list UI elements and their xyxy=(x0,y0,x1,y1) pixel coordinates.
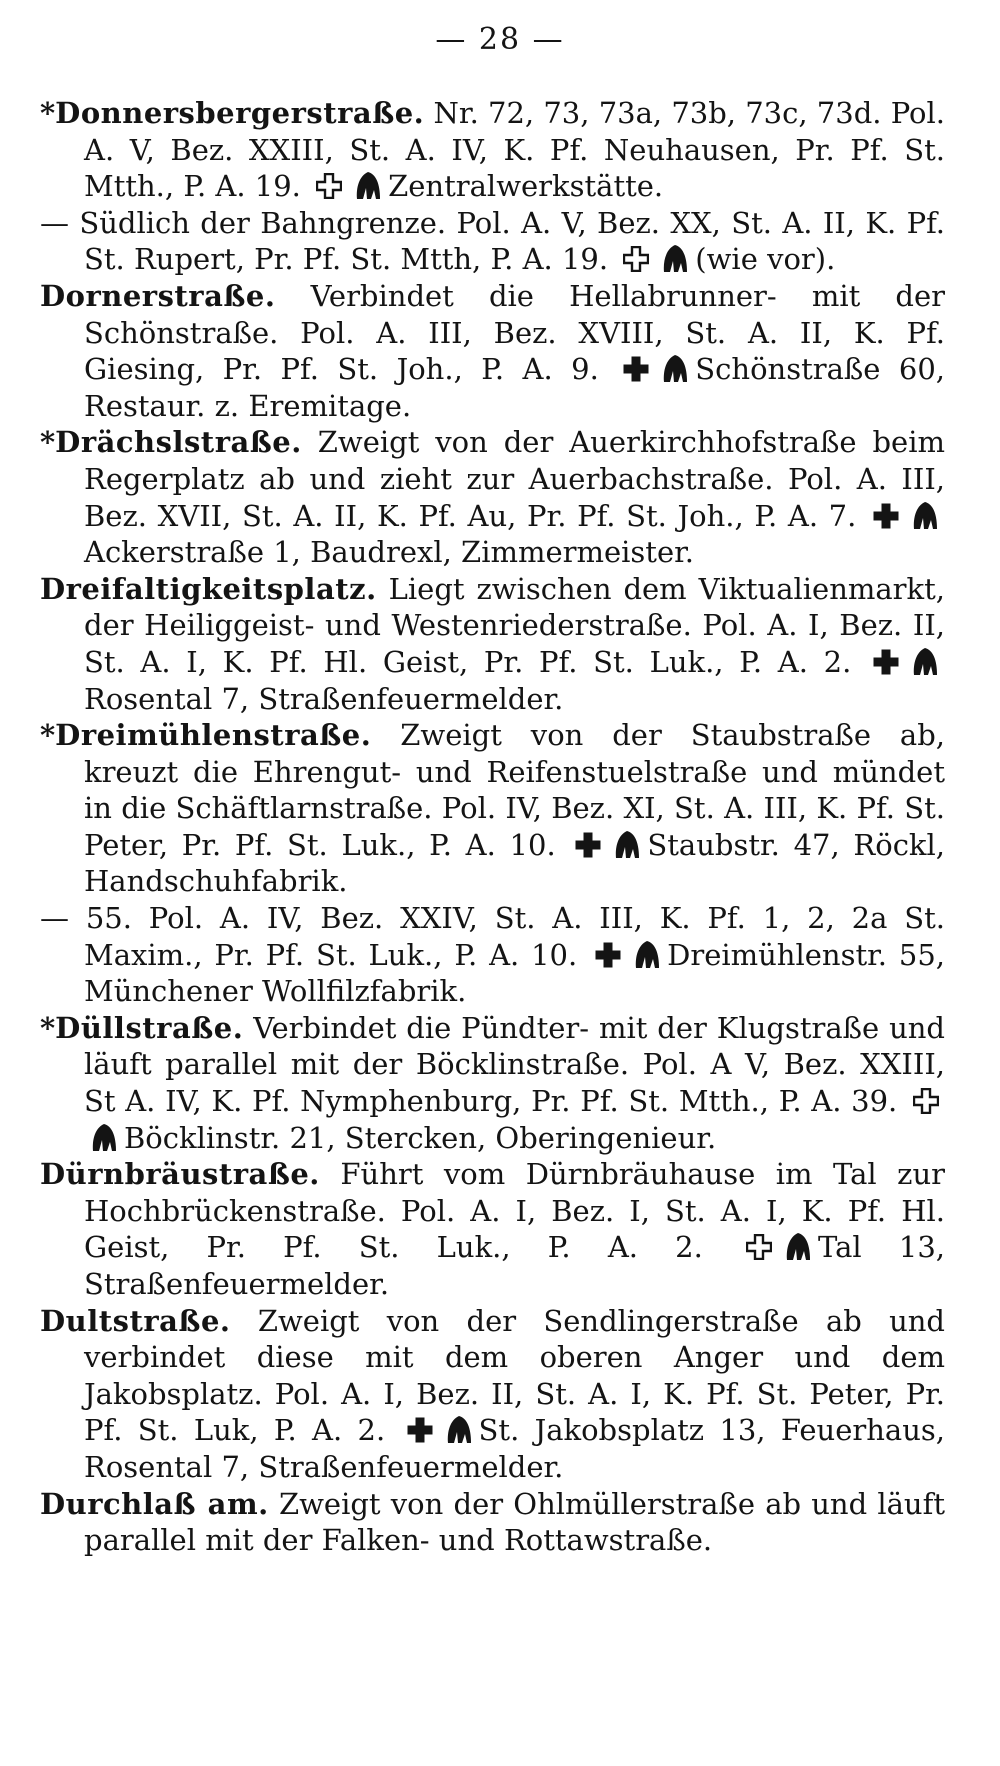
street-name-heading: Drächslstraße. xyxy=(55,425,302,460)
open-cross-icon xyxy=(316,173,342,199)
street-entry xyxy=(40,900,945,1010)
asterisk-marker: * xyxy=(40,96,56,130)
filled-cross-icon xyxy=(623,356,649,382)
filled-cross-icon xyxy=(873,503,899,529)
street-name-heading: Durchlaß am. xyxy=(40,1486,269,1521)
fire-helmet-icon xyxy=(354,170,382,200)
fire-helmet-icon xyxy=(911,500,939,530)
fire-alarm-location: Dreimühlenstr. 55, Münchener Wollfilzfabrik. xyxy=(84,937,946,1009)
entry-description: Zweigt von der Auerkirchhofstraße beim Regerplatz ab und zieht zur Auerbachstraße. Pol. A. III, Bez. XVII, St. A. II, K. Pf. Au, Pr. Pf. St. Joh., P. A. 7. xyxy=(84,425,945,533)
street-entry xyxy=(40,1156,945,1302)
street-entry xyxy=(40,95,945,205)
street-name-heading: Donnersbergerstraße. xyxy=(55,96,425,130)
fire-helmet-icon xyxy=(661,243,689,273)
entry-description: Zweigt von der Sendlingerstraße ab und verbindet diese mit dem oberen Anger und dem Jakobsplatz. Pol. A. I, Bez. II, St. A. I, K. Pf. St. Peter, Pr. Pf. St. Luk, P. A. 2. xyxy=(84,1303,945,1448)
street-entry xyxy=(40,571,945,717)
asterisk-marker: * xyxy=(40,718,56,753)
street-entry xyxy=(40,424,945,570)
entry-description: Führt vom Dürnbräuhause im Tal zur Hochbrückenstraße. Pol. A. I, Bez. I, St. A. I, K. Pf. Hl. Geist, Pr. Pf. St. Luk., P. A. 2. xyxy=(84,1157,945,1265)
fire-helmet-icon xyxy=(911,646,939,676)
street-entry xyxy=(40,717,945,900)
street-name-heading: Dultstraße. xyxy=(40,1303,231,1338)
entry-description: Nr. 72, 73, 73a, 73b, 73c, 73d. Pol. A. V, Bez. XXIII, St. A. IV, K. Pf. Neuhausen, Pr. Pf. St. Mtth., P. A. 19. xyxy=(84,96,946,204)
fire-alarm-location: Rosental 7, Straßenfeuermelder. xyxy=(84,681,564,716)
open-cross-icon xyxy=(623,246,649,272)
open-cross-icon xyxy=(746,1234,772,1260)
fire-alarm-location: (wie vor). xyxy=(695,242,836,277)
fire-helmet-icon xyxy=(613,829,641,859)
street-name-heading: Dornerstraße. xyxy=(40,278,276,313)
entry-description: Zweigt von der Staubstraße ab, kreuzt die Ehrengut- und Reifenstuelstraße und mündet in die Schäftlarnstraße. Pol. IV, Bez. XI, St. A. III, K. Pf. St. Peter, Pr. Pf. St. Luk., P. A. 10. xyxy=(84,718,945,862)
fire-alarm-location: Ackerstraße 1, Baudrexl, Zimmermeister. xyxy=(84,535,695,570)
fire-alarm-location: Staubstr. 47, Röckl, Handschuhfabrik. xyxy=(84,827,946,899)
street-entries xyxy=(40,95,945,1559)
filled-cross-icon xyxy=(595,942,621,968)
asterisk-marker: * xyxy=(40,1010,56,1045)
street-entry xyxy=(40,1486,945,1559)
street-name-heading: Düllstraße. xyxy=(55,1010,244,1045)
street-entry xyxy=(40,278,945,424)
entry-description: Verbindet die Pündter- mit der Klugstraße und läuft parallel mit der Böcklinstraße. Pol. A V, Bez. XXIII, St A. IV, K. Pf. Nymphenburg, Pr. Pf. St. Mtth., P. A. 39. xyxy=(84,1010,945,1119)
street-entry xyxy=(40,1010,945,1156)
street-entry xyxy=(40,1303,945,1486)
fire-alarm-location: St. Jakobsplatz 13, Feuerhaus, Rosental 7, Straßenfeuermelder. xyxy=(84,1413,945,1484)
filled-cross-icon xyxy=(407,1417,433,1443)
fire-helmet-icon xyxy=(445,1414,473,1444)
entry-description: — 55. Pol. A. IV, Bez. XXIV, St. A. III, K. Pf. 1, 2, 2a St. Maxim., Pr. Pf. St. Luk., P. A. 10. xyxy=(40,901,945,972)
page-number: — 28 — xyxy=(435,22,565,57)
entry-description: Verbindet die Hellabrunner- mit der Schönstraße. Pol. A. III, Bez. XVIII, St. A. II, K. Pf. Giesing, Pr. Pf. St. Joh., P. A. 9. xyxy=(84,278,946,387)
street-name-heading: Dreifaltigkeitsplatz. xyxy=(40,571,377,606)
fire-helmet-icon xyxy=(90,1122,118,1152)
fire-alarm-location: Böcklinstr. 21, Stercken, Oberingenieur. xyxy=(124,1120,717,1155)
fire-alarm-location: Schönstraße 60, Restaur. z. Eremitage. xyxy=(84,352,945,423)
fire-helmet-icon xyxy=(661,353,689,383)
fire-helmet-icon xyxy=(633,939,661,969)
street-entry xyxy=(40,205,945,278)
fire-alarm-location: Tal 13, Straßenfeuermelder. xyxy=(84,1230,946,1301)
street-name-heading: Dreimühlenstraße. xyxy=(55,718,372,753)
fire-alarm-location: Zentralwerkstätte. xyxy=(388,169,664,204)
entry-description: Liegt zwischen dem Viktualienmarkt, der Heiliggeist- und Westenriederstraße. Pol. A. I, Bez. II, St. A. I, K. Pf. Hl. Geist, Pr. Pf. St. Luk., P. A. 2. xyxy=(84,571,945,679)
entry-description: — Südlich der Bahngrenze. Pol. A. V, Bez. XX, St. A. II, K. Pf. St. Rupert, Pr. Pf. St. Mtth, P. A. 19. xyxy=(40,205,945,277)
entry-description: Zweigt von der Ohlmüllerstraße ab und läuft parallel mit der Falken- und Rottawstraße. xyxy=(84,1486,945,1558)
fire-helmet-icon xyxy=(784,1231,812,1261)
filled-cross-icon xyxy=(873,649,899,675)
filled-cross-icon xyxy=(575,832,601,858)
asterisk-marker: * xyxy=(40,425,56,460)
open-cross-icon xyxy=(913,1088,939,1114)
street-name-heading: Dürnbräustraße. xyxy=(40,1157,320,1192)
